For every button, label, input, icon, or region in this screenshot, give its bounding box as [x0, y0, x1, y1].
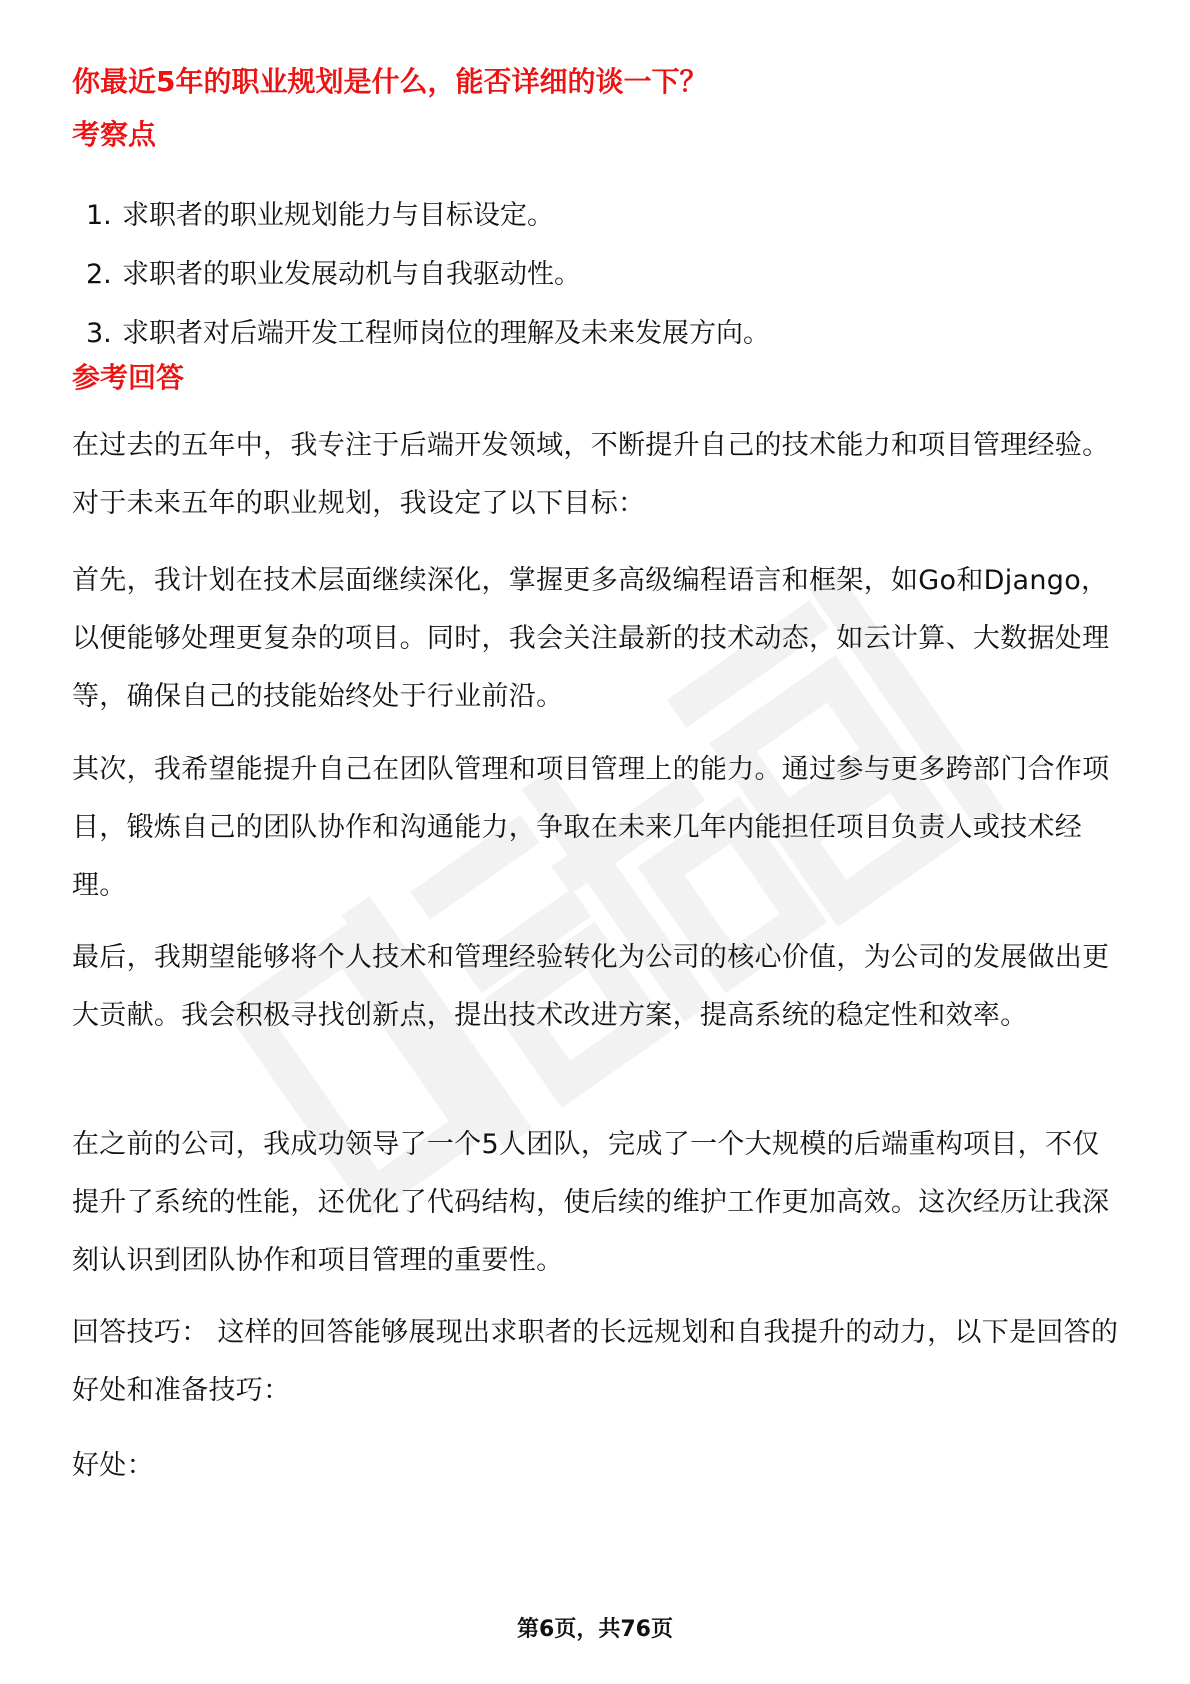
paragraph: 在过去的五年中，我专注于后端开发领域，不断提升自己的技术能力和项目管理经验。对于未来五年的职业规划，我设定了以下目标： [72, 430, 1110, 519]
answer-tips: 回答技巧： 这样的回答能够展现出求职者的长远规划和自我提升的动力，以下是回答的好处和准备技巧： [72, 1317, 1119, 1406]
list-text: 求职者对后端开发工程师岗位的理解及未来发展方向。 [122, 318, 770, 349]
paragraph: 在之前的公司，我成功领导了一个5人团队，完成了一个大规模的后端重构项目，不仅提升了系统的性能，还优化了代码结构，使后续的维护工作更加高效。这次经历让我深刻认识到团队协作和项目管理的重要性。 [72, 1129, 1110, 1276]
paragraph: 其次，我希望能提升自己在团队管理和项目管理上的能力。通过参与更多跨部门合作项目，锻炼自己的团队协作和沟通能力，争取在未来几年内能担任项目负责人或技术经理。 [72, 754, 1110, 901]
list-number: 3. [86, 318, 112, 349]
points-heading: 考察点 [72, 118, 157, 151]
paragraph: 最后，我期望能够将个人技术和管理经验转化为公司的核心价值，为公司的发展做出更大贡献。我会积极寻找创新点，提出技术改进方案，提高系统的稳定性和效率。 [72, 942, 1110, 1031]
list-text: 求职者的职业发展动机与自我驱动性。 [122, 259, 581, 290]
page-number: 第6页，共76页 [517, 1617, 673, 1642]
list-text: 求职者的职业规划能力与目标设定。 [122, 200, 554, 231]
list-item [86, 314, 770, 354]
paragraph: 首先，我计划在技术层面继续深化，掌握更多高级编程语言和框架，如Go和Django，以便能够处理更复杂的项目。同时，我会关注最新的技术动态，如云计算、大数据处理等，确保自己的技能始终处于行业前沿。 [72, 565, 1110, 712]
answer-heading: 参考回答 [72, 361, 185, 394]
question-title: 你最近5年的职业规划是什么，能否详细的谈一下？ [72, 65, 708, 98]
benefits-label: 好处： [72, 1450, 154, 1481]
list-item [86, 196, 770, 236]
list-number: 1. [86, 200, 112, 231]
points-list [86, 196, 770, 373]
list-number: 2. [86, 259, 112, 290]
list-item [86, 255, 770, 295]
